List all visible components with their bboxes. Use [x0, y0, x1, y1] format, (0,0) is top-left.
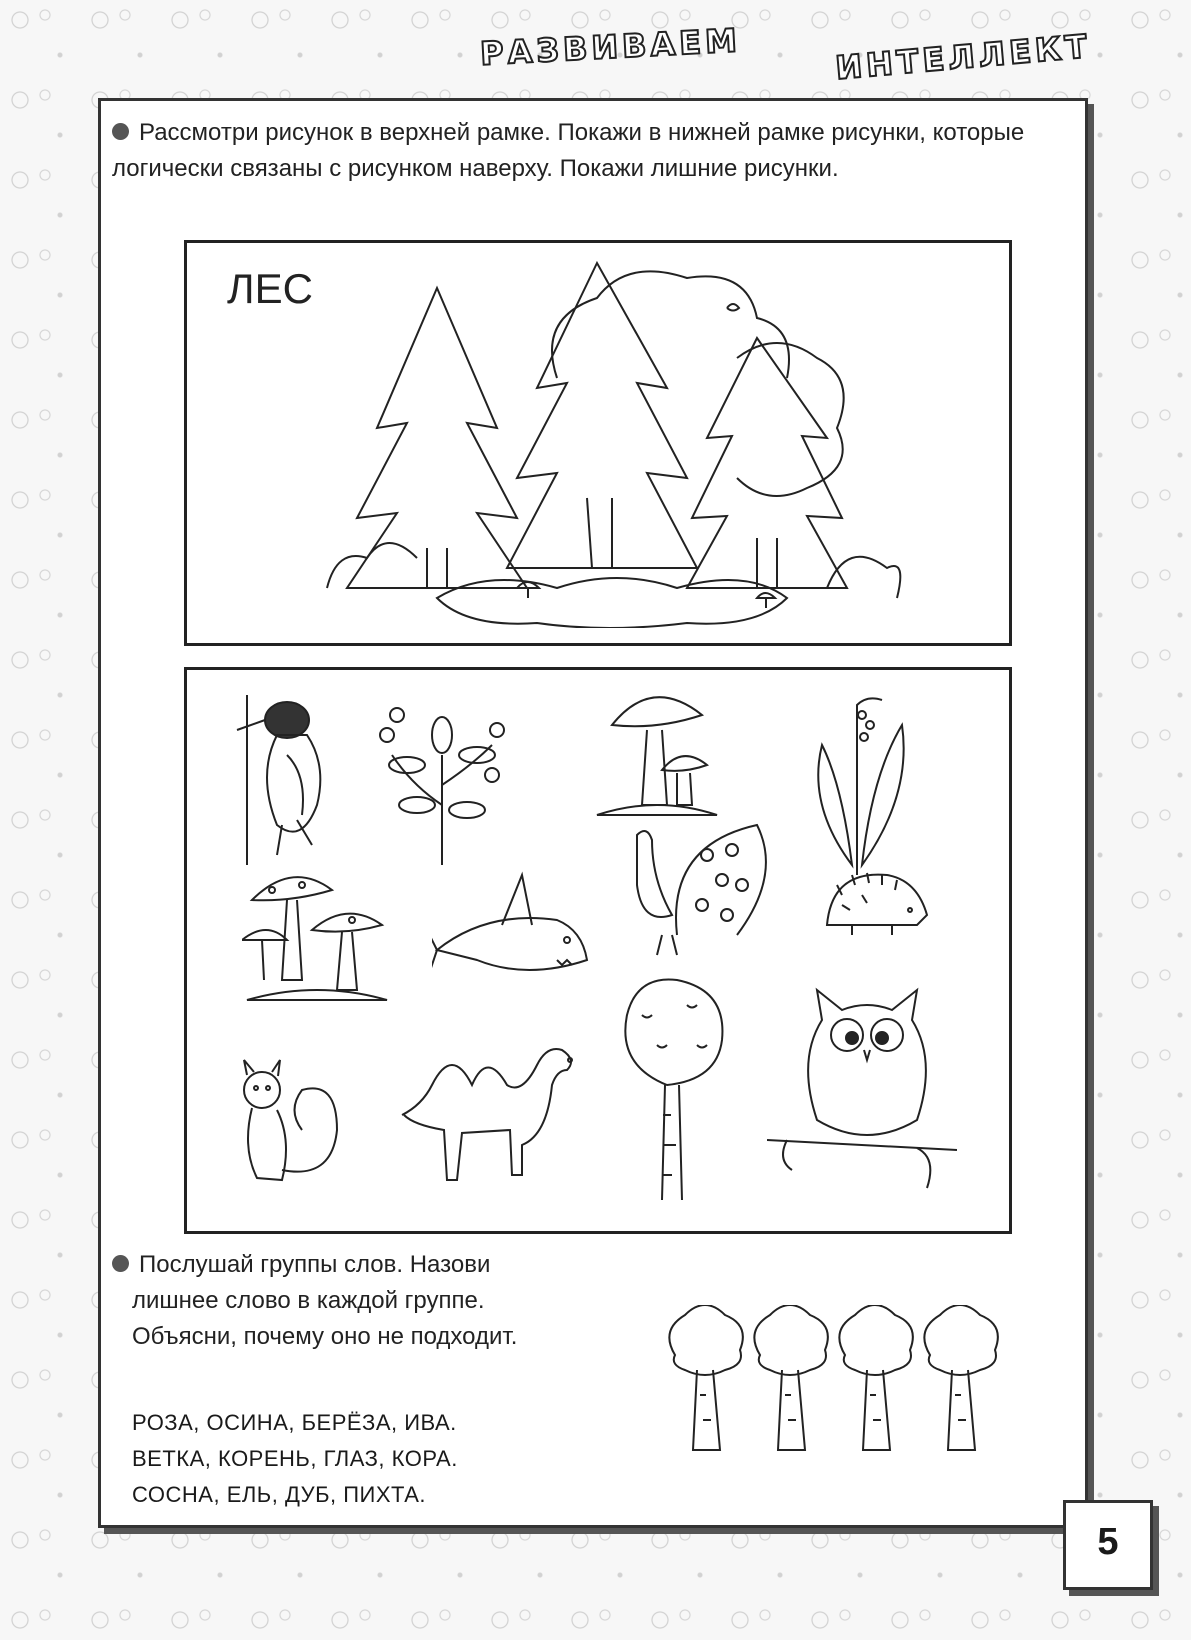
four-trees-illustration	[665, 1305, 1010, 1455]
header-banner	[479, 21, 1120, 88]
owl-icon	[767, 980, 957, 1200]
berry-bush-icon	[367, 695, 517, 865]
shark-icon	[432, 870, 592, 1010]
toadstools-icon	[242, 860, 392, 1010]
forest-illustration	[307, 258, 907, 628]
hedgehog-icon	[822, 865, 932, 945]
bullet-icon	[112, 123, 129, 140]
forest-frame	[184, 240, 1012, 646]
word-groups	[132, 1405, 458, 1513]
bullet-icon	[112, 1255, 129, 1272]
peacock-icon	[617, 815, 777, 965]
word-group: РОЗА, ОСИНА, БЕРЁЗА, ИВА.	[132, 1410, 457, 1435]
mushrooms-icon	[592, 685, 722, 825]
page-number: 5	[1097, 1521, 1119, 1563]
forest-label: ЛЕС	[227, 265, 313, 312]
task-text-1: Рассмотри рисунок в верхней рамке. Покажи в нижней рамке рисунки, которые логически связаны с рисунком наверху. Покажи лишние рисунки.	[112, 119, 1025, 182]
camel-icon	[392, 1035, 592, 1195]
squirrel-icon	[222, 1050, 342, 1200]
woodpecker-icon	[217, 685, 337, 865]
word-group: ВЕТКА, КОРЕНЬ, ГЛАЗ, КОРА.	[132, 1446, 458, 1471]
task2-line-1: Послушай группы слов. Назови	[139, 1251, 491, 1278]
banner-word-2: ИНТЕЛЛЕКТ	[833, 26, 1093, 88]
birch-tree-icon	[607, 975, 737, 1205]
word-group: СОСНА, ЕЛЬ, ДУБ, ПИХТА.	[132, 1482, 427, 1507]
pictures-frame	[184, 667, 1012, 1234]
lily-of-the-valley-icon	[802, 685, 912, 875]
task-instruction-2	[112, 1247, 632, 1355]
task-instruction-1	[112, 115, 1062, 187]
page-number-box	[1063, 1500, 1153, 1590]
task2-line-3: Объясни, почему оно не подходит.	[132, 1323, 518, 1350]
banner-word-1: РАЗВИВАЕМ	[479, 21, 742, 73]
task2-line-2: лишнее слово в каждой группе.	[132, 1287, 485, 1314]
